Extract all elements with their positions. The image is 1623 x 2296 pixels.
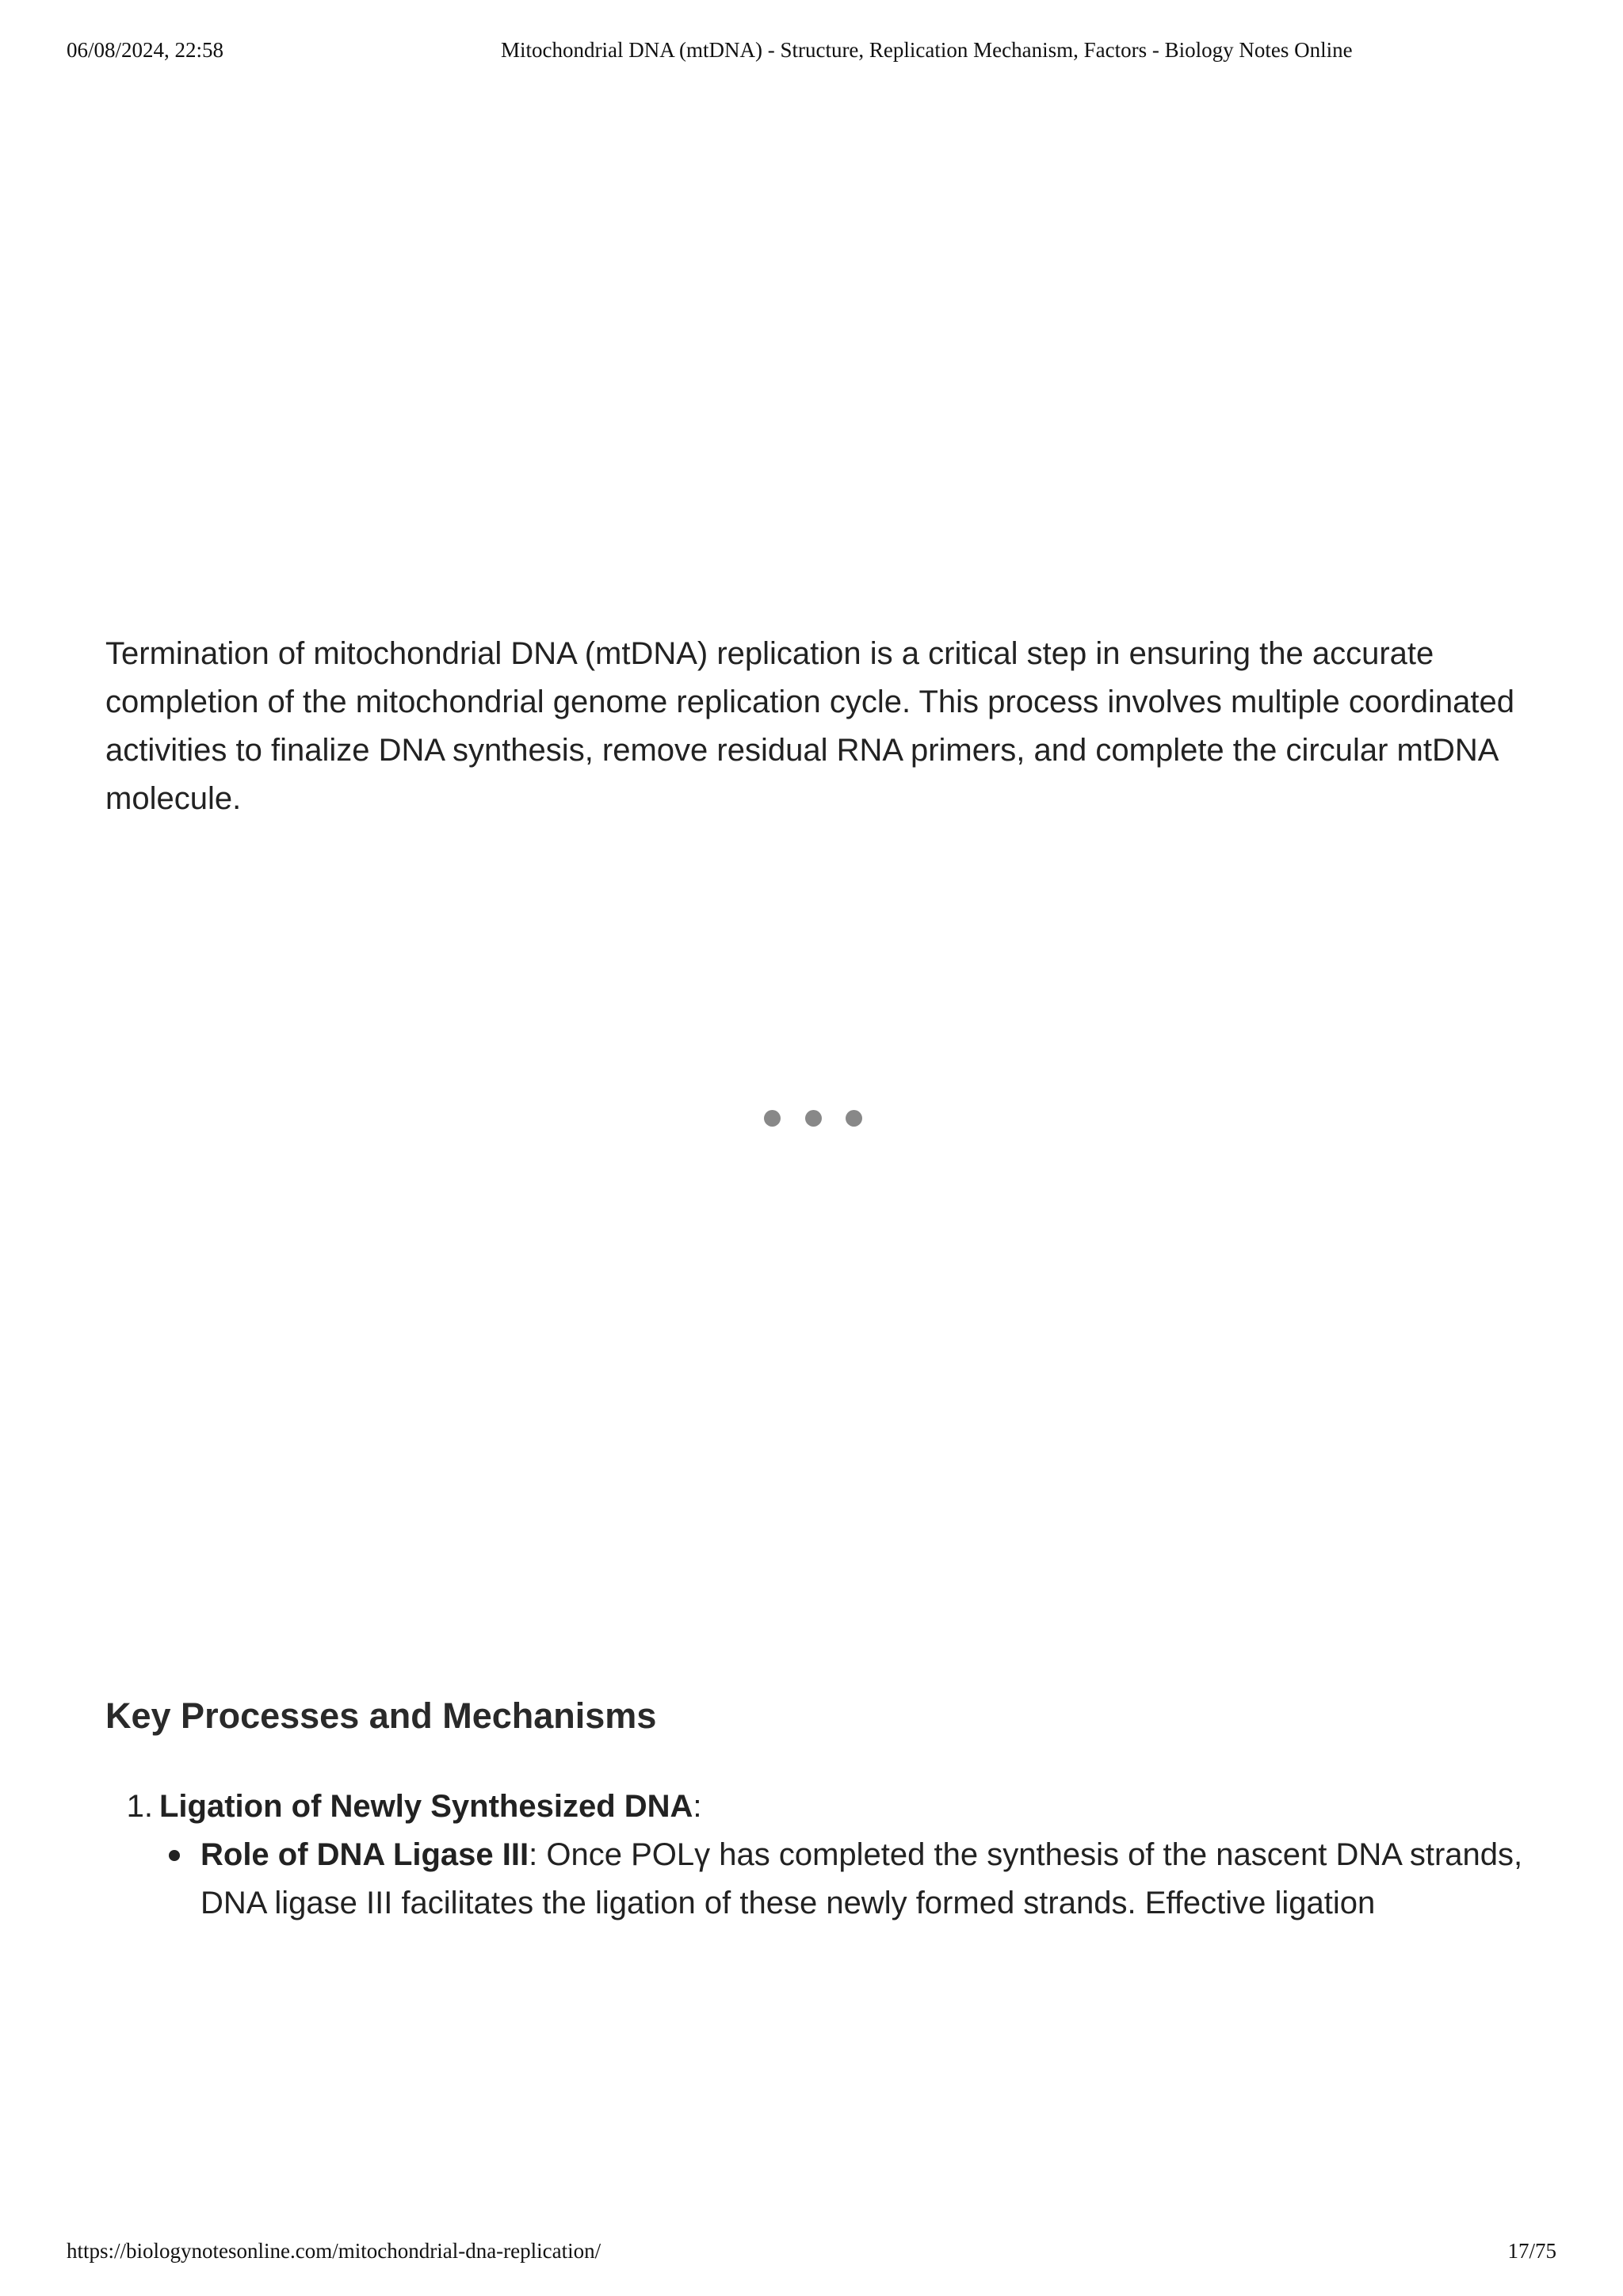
- loading-dots-icon: [764, 1109, 862, 1127]
- bullet-term: Role of DNA Ligase III: [200, 1837, 529, 1872]
- bullet-text: : Once POLγ has completed the synthesis of the nascent DNA strands, DNA ligase III facilitates the ligation of these newly formed strands. Effective ligation: [200, 1837, 1523, 1920]
- list-item: [200, 1831, 1532, 1928]
- bullet-icon: [169, 1850, 180, 1861]
- step-title: Ligation of Newly Synthesized DNA: [159, 1789, 693, 1824]
- print-header: [67, 38, 1556, 70]
- print-url: https://biologynotesonline.com/mitochondrial-dna-replication/: [67, 2239, 601, 2263]
- steps-list: [105, 1783, 1532, 1928]
- loading-dot: [764, 1110, 781, 1127]
- loading-dot: [805, 1110, 822, 1127]
- substeps-list: [105, 1831, 1532, 1928]
- print-datetime: 06/08/2024, 22:58: [67, 38, 224, 62]
- page-number: 17/75: [1507, 2239, 1556, 2263]
- step-title-suffix: :: [693, 1789, 702, 1824]
- print-page-title: Mitochondrial DNA (mtDNA) - Structure, Replication Mechanism, Factors - Biology Notes Online: [501, 38, 1353, 62]
- step-number: 1.: [126, 1789, 153, 1824]
- intro-paragraph: Termination of mitochondrial DNA (mtDNA) replication is a critical step in ensuring the accurate completion of the mitochondrial genome replication cycle. This process involves multiple coordinated activities to finalize DNA synthesis, remove residual RNA primers, and complete the circular mtDNA molecule.: [105, 636, 1514, 816]
- list-item: [105, 1783, 1532, 1928]
- section-heading: Key Processes and Mechanisms: [105, 1695, 657, 1736]
- loading-dot: [846, 1110, 862, 1127]
